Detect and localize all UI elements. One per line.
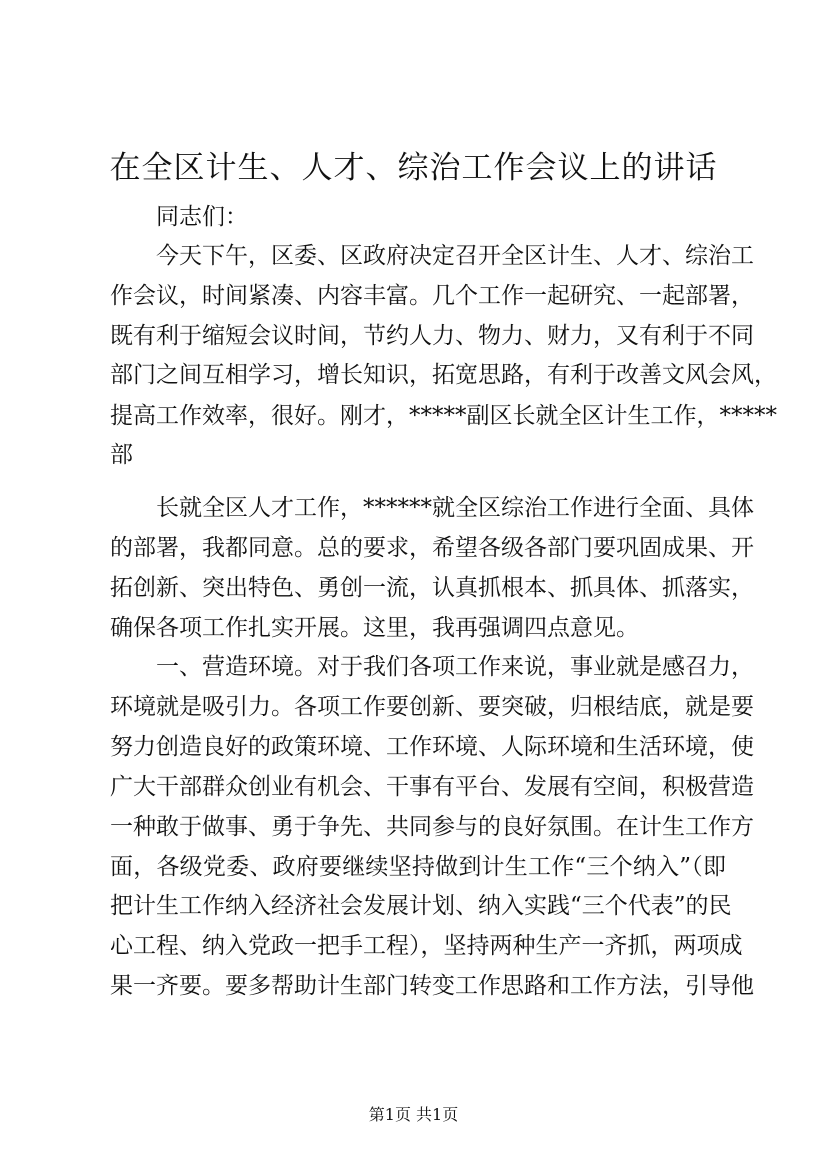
paragraph-line: 确保各项工作扎实开展。这里，我再强调四点意见。: [110, 615, 639, 641]
section-heading-line: 一、营造环境。对于我们各项工作来说，事业就是感召力，: [156, 654, 754, 680]
paragraph-line: 面，各级党委、政府要继续坚持做到计生工作“三个纳入”（即: [110, 854, 726, 880]
paragraph-line: 把计生工作纳入经济社会发展计划、纳入实践“三个代表”的民: [110, 893, 732, 919]
paragraph-line: 部: [110, 442, 133, 468]
salutation: 同志们：: [156, 204, 248, 230]
paragraph-line: 果一齐要。要多帮助计生部门转变工作思路和工作方法，引导他: [110, 973, 754, 999]
paragraph-line: 今天下午，区委、区政府决定召开全区计生、人才、综治工: [156, 243, 754, 269]
paragraph-line: 努力创造良好的政策环境、工作环境、人际环境和生活环境，使: [110, 734, 754, 760]
paragraph-line: 既有利于缩短会议时间，节约人力、物力、财力，又有利于不同: [110, 323, 754, 349]
paragraph-line: 长就全区人才工作，******就全区综治工作进行全面、具体: [156, 495, 754, 521]
paragraph-line: 部门之间互相学习，增长知识，拓宽思路，有利于改善文风会风，: [110, 362, 777, 388]
paragraph-line: 作会议，时间紧凑、内容丰富。几个工作一起研究、一起部署，: [110, 283, 754, 309]
paragraph-line: 广大干部群众创业有机会、干事有平台、发展有空间，积极营造: [110, 774, 754, 800]
paragraph-line: 的部署，我都同意。总的要求，希望各级各部门要巩固成果、开: [110, 535, 754, 561]
page-footer: 第1页 共1页: [368, 1105, 459, 1124]
paragraph-line: 拓创新、突出特色、勇创一流，认真抓根本、抓具体、抓落实，: [110, 575, 754, 601]
document-title: 在全区计生、人才、综治工作会议上的讲话: [109, 150, 718, 186]
paragraph-line: 一种敢于做事、勇于争先、共同参与的良好氛围。在计生工作方: [110, 814, 754, 840]
paragraph-line: 环境就是吸引力。各项工作要创新、要突破，归根结底，就是要: [110, 694, 754, 720]
paragraph-line: 提高工作效率，很好。刚才，*****副区长就全区计生工作，*****: [110, 403, 777, 429]
paragraph-line: 心工程、纳入党政一把手工程），坚持两种生产一齐抓，两项成: [110, 933, 743, 959]
